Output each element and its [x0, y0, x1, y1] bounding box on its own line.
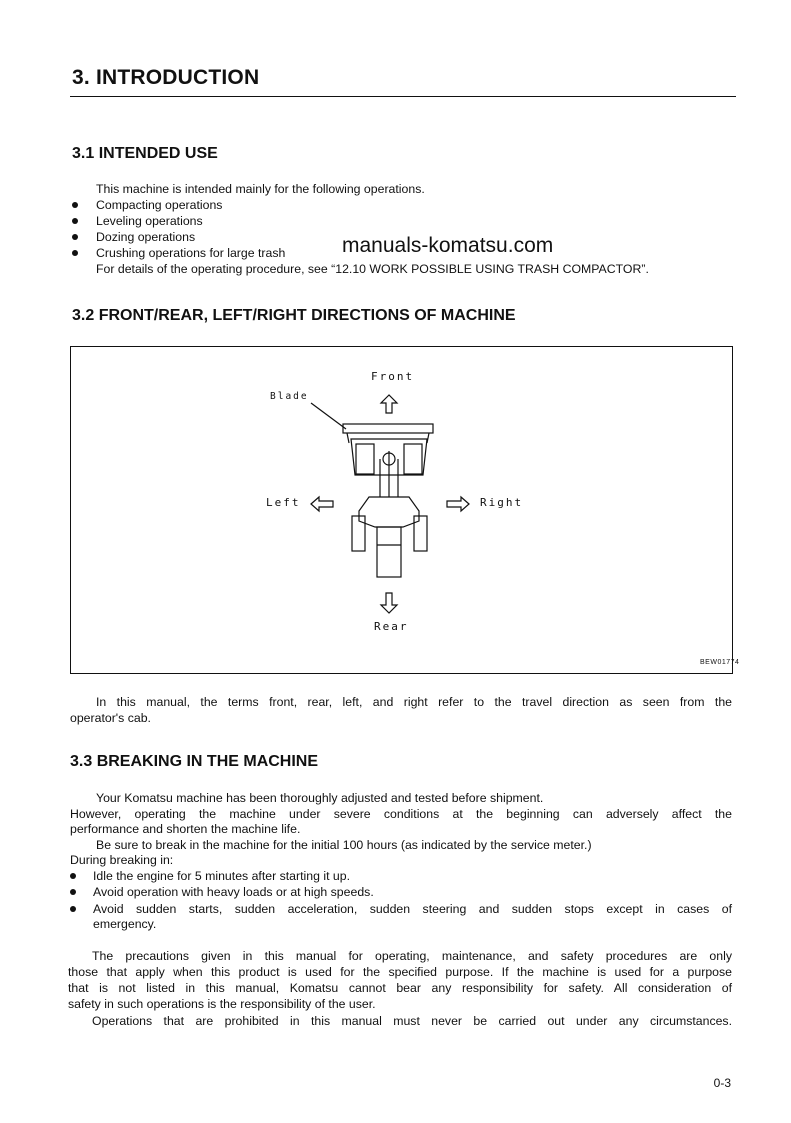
- section-3-3-title: 3.3 BREAKING IN THE MACHINE: [70, 753, 319, 770]
- blade-shape: [343, 424, 433, 433]
- rear-body-shape: [377, 527, 401, 577]
- heading-rule: [70, 96, 736, 97]
- list-item: Avoid sudden starts, sudden acceleration, sudden steering and sudden stops except in cases of: [93, 902, 732, 916]
- front-right-drum: [404, 444, 422, 474]
- paragraph: Be sure to break in the machine for the initial 100 hours (as indicated by the service meter.): [96, 838, 592, 852]
- direction-note-cont: operator's cab.: [70, 711, 151, 725]
- direction-figure: [70, 346, 740, 674]
- section-3-2-title: 3.2 FRONT/REAR, LEFT/RIGHT DIRECTIONS OF MACHINE: [72, 307, 516, 324]
- page-heading: 3. INTRODUCTION: [72, 66, 260, 89]
- direction-note: In this manual, the terms front, rear, left, and right refer to the travel direction as seen from the: [96, 695, 732, 709]
- paragraph: performance and shorten the machine life.: [70, 822, 301, 836]
- rear-right-wheel: [414, 516, 427, 551]
- rear-arrow-icon: [381, 593, 397, 613]
- paragraph: safety in such operations is the responsibility of the user.: [68, 997, 376, 1011]
- paragraph: those that apply when this product is used for the specified purpose. If the machine is used for a purpose: [68, 965, 732, 979]
- front-label: Front: [371, 370, 415, 383]
- list-item: Dozing operations: [96, 230, 196, 244]
- right-label: Right: [480, 496, 524, 509]
- bullet-icon: [70, 906, 76, 912]
- paragraph: that is not listed in this manual, Komatsu cannot bear any responsibility for safety. All consideration of: [68, 981, 732, 995]
- operating-procedure-reference: For details of the operating procedure, see “12.10 WORK POSSIBLE USING TRASH COMPACTOR”.: [96, 262, 649, 276]
- paragraph: The precautions given in this manual for operating, maintenance, and safety procedures are only: [92, 949, 732, 963]
- paragraph: Your Komatsu machine has been thoroughly adjusted and tested before shipment.: [96, 791, 544, 805]
- front-left-drum: [356, 444, 374, 474]
- paragraph: Operations that are prohibited in this manual must never be carried out under any circumstances.: [92, 1014, 732, 1028]
- page-number: 0-3: [713, 1076, 731, 1090]
- cab-body-shape: [359, 497, 419, 527]
- watermark-text: manuals-komatsu.com: [342, 234, 554, 257]
- blade-label: Blade: [270, 391, 309, 402]
- bullet-icon: [70, 873, 76, 879]
- left-label: Left: [266, 496, 301, 509]
- list-item: Leveling operations: [96, 214, 203, 228]
- front-arrow-icon: [381, 395, 397, 413]
- list-item: Idle the engine for 5 minutes after starting it up.: [93, 869, 351, 883]
- list-item: Compacting operations: [96, 198, 223, 212]
- intended-use-intro: This machine is intended mainly for the following operations.: [96, 182, 425, 196]
- bullet-icon: [72, 250, 78, 256]
- list-item: Avoid operation with heavy loads or at high speeds.: [93, 885, 374, 899]
- list-item-cont: emergency.: [93, 917, 157, 931]
- bullet-icon: [72, 218, 78, 224]
- section-3-1-title: 3.1 INTENDED USE: [72, 145, 218, 162]
- list-item: Crushing operations for large trash: [96, 246, 286, 260]
- figure-id: BEW01774: [700, 659, 740, 666]
- left-arrow-icon: [311, 497, 333, 511]
- paragraph: During breaking in:: [70, 853, 174, 867]
- rear-label: Rear: [374, 620, 409, 633]
- paragraph: However, operating the machine under severe conditions at the beginning can adversely affect the: [70, 807, 732, 821]
- bullet-icon: [72, 234, 78, 240]
- bullet-icon: [72, 202, 78, 208]
- direction-arrows: [311, 395, 469, 613]
- bullet-icon: [70, 889, 76, 895]
- blade-leader-line: [311, 403, 346, 429]
- right-arrow-icon: [447, 497, 469, 511]
